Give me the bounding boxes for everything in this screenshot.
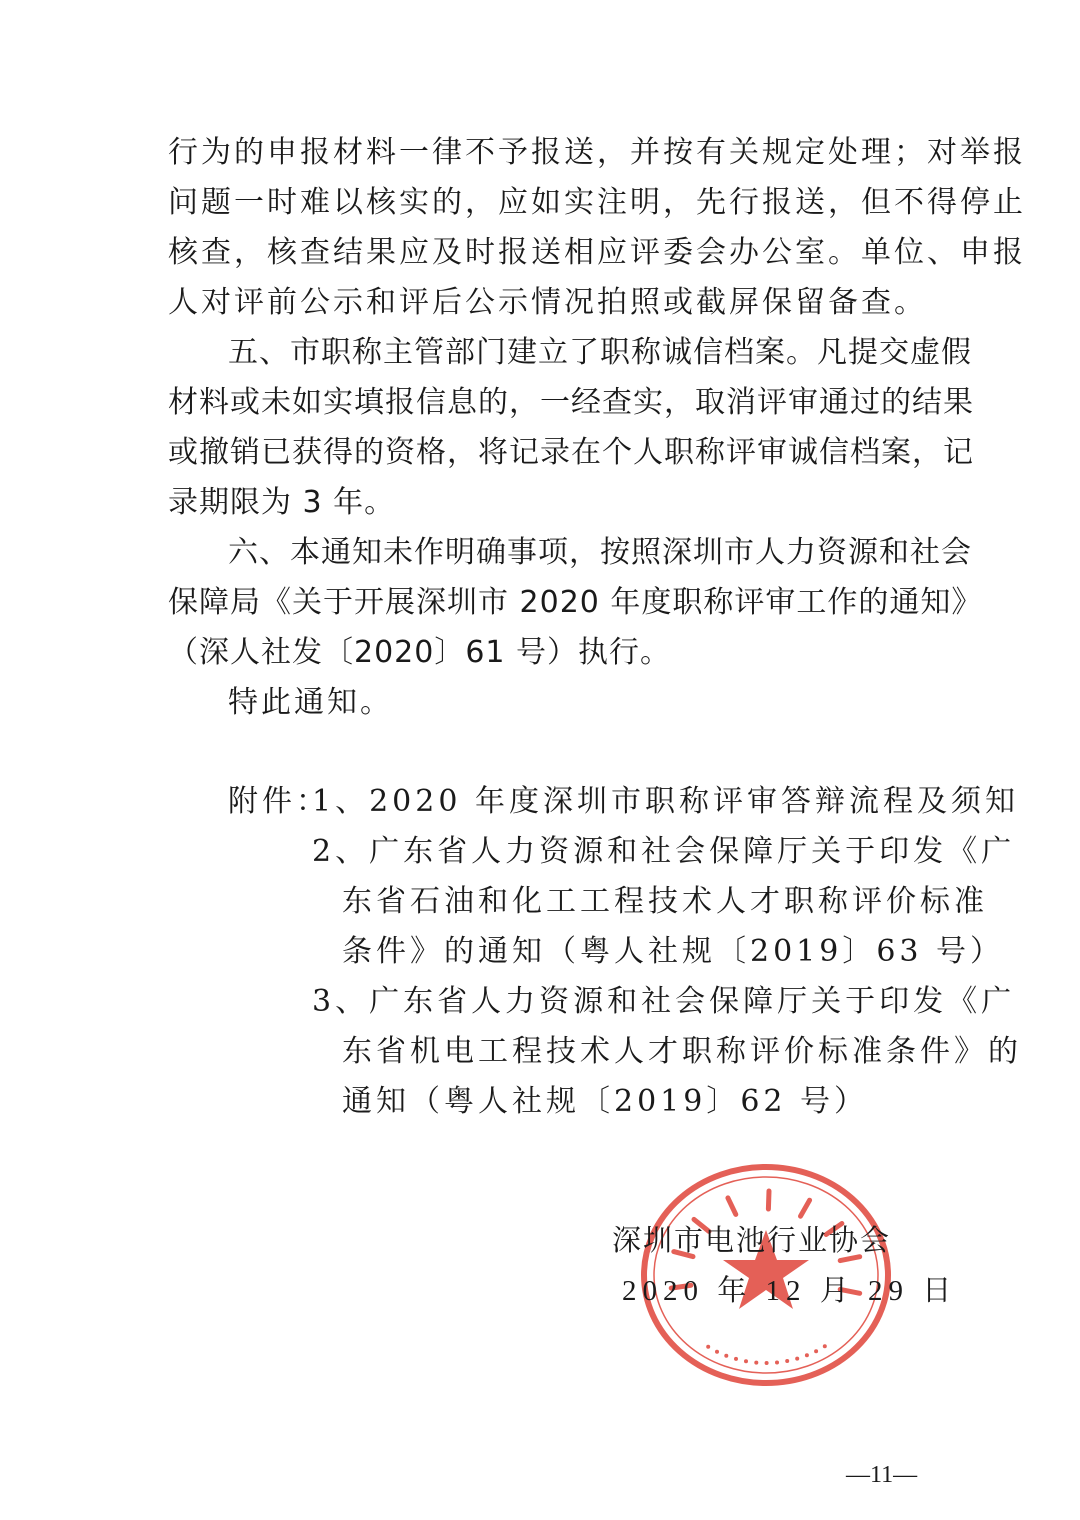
attachment-item-2-line: 条件》的通知（粤人社规〔2019〕63 号） <box>342 934 1005 969</box>
signature-organization: 深圳市电池行业协会 <box>612 1223 892 1257</box>
paragraph-line: 行为的申报材料一律不予报送，并按有关规定处理；对举报 <box>168 135 1026 170</box>
paragraph-line: 材料或未如实填报信息的，一经查实，取消评审通过的结果 <box>168 385 974 420</box>
paragraph-line: 六、本通知未作明确事项，按照深圳市人力资源和社会 <box>228 535 972 570</box>
paragraph-line: （深人社发〔2020〕61 号）执行。 <box>168 635 672 670</box>
attachment-item-3-line: 3、广东省人力资源和社会保障厅关于印发《广 <box>312 984 1016 1019</box>
attachment-item-3-line: 通知（粤人社规〔2019〕62 号） <box>342 1084 869 1119</box>
paragraph-line: 五、市职称主管部门建立了职称诚信档案。凡提交虚假 <box>228 335 972 370</box>
paragraph-line: 人对评前公示和评后公示情况拍照或截屏保留备查。 <box>168 285 927 320</box>
signature-date: 2020 年 12 月 29 日 <box>622 1275 958 1307</box>
paragraph-line: 录期限为 3 年。 <box>168 485 396 520</box>
paragraph-line: 问题一时难以核实的，应如实注明，先行报送，但不得停止 <box>168 185 1026 220</box>
attachment-item-2-line: 2、广东省人力资源和社会保障厅关于印发《广 <box>312 834 1016 869</box>
paragraph-line: 保障局《关于开展深圳市 2020 年度职称评审工作的通知》 <box>168 585 983 620</box>
attachment-item-2-line: 东省石油和化工工程技术人才职称评价标准 <box>342 884 988 919</box>
attachment-item-1: 1、2020 年度深圳市职称评审答辩流程及须知 <box>312 784 1019 819</box>
closing-text: 特此通知。 <box>228 685 393 720</box>
paragraph-line: 或撤销已获得的资格，将记录在个人职称评审诚信档案，记 <box>168 435 974 470</box>
attachments-label: 附件： <box>228 784 330 819</box>
page-number: —11— <box>846 1462 918 1488</box>
paragraph-line: 核查，核查结果应及时报送相应评委会办公室。单位、申报 <box>168 235 1026 270</box>
attachment-item-3-line: 东省机电工程技术人才职称评价标准条件》的 <box>342 1034 1022 1069</box>
